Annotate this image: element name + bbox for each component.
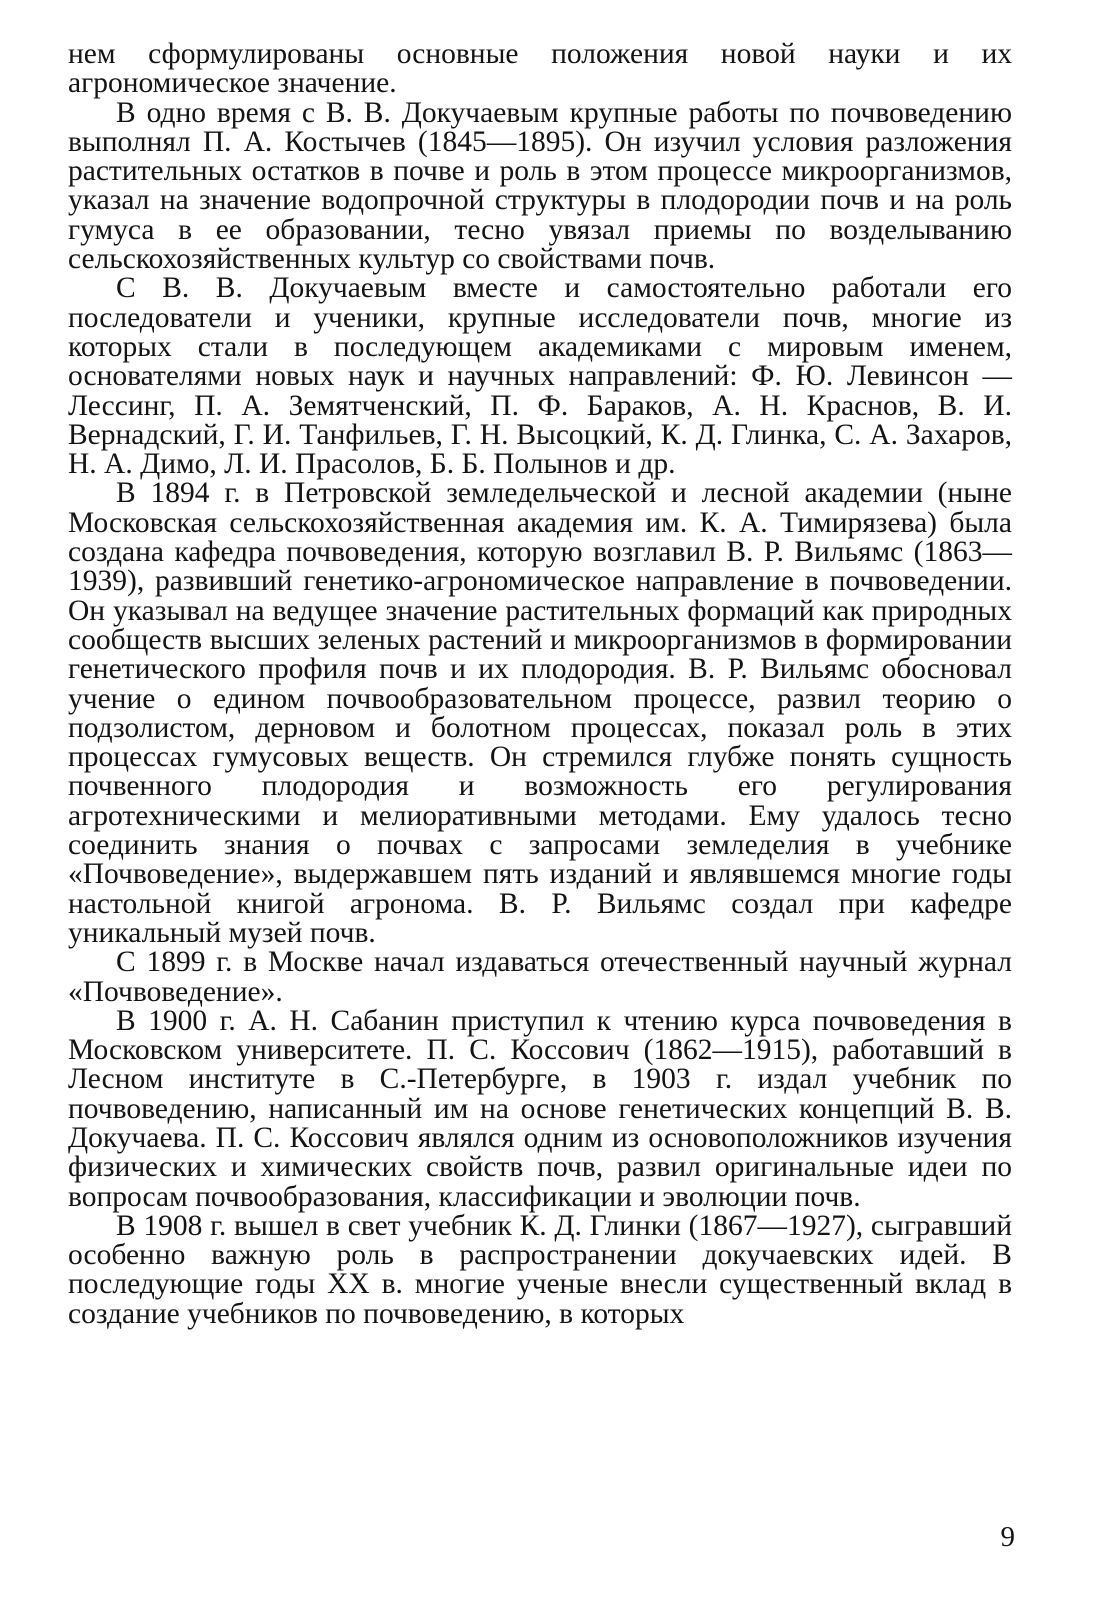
page-text (68, 40, 1012, 1329)
paragraph-3: С В. В. Докучаевым вместе и самостоятельно работали его последователи и ученики, крупные исследователи почв, многие из которых стали в последующем академиками с мировым именем, основателями новых наук и научных направлений: Ф. Ю. Левинсон — Лессинг, П. А. Земятченский, П. Ф. Бараков, А. Н. Краснов, В. И. Вернадский, Г. И. Танфильев, Г. Н. Высоцкий, К. Д. Глинка, С. А. Захаров, Н. А. Димо, Л. И. Прасолов, Б. Б. Полынов и др. (68, 272, 1012, 481)
paragraph-2: В одно время с В. В. Докучаевым крупные работы по почвоведению выполнял П. А. Костычев (1845—1895). Он изучил условия разложения растительных остатков в почве и роль в этом процессе микроорганизмов, указал на значение водопрочной структуры в плодородии почв и на роль гумуса в ее образовании, тесно увязал приемы по возделыванию сельскохозяйственных культур со свойствами почв. (68, 96, 1012, 276)
paragraph-4: В 1894 г. в Петровской земледельческой и лесной академии (ныне Московская сельскохозяйственная академия им. К. А. Тимирязева) была создана кафедра почвоведения, которую возглавил В. Р. Вильямс (1863—1939), развивший генетико-агрономическое направление в почвоведении. Он указывал на ведущее значение растительных формаций как природных сообществ высших зеленых растений и микроорганизмов в формировании генетического профиля почв и их плодородия. В. Р. Вильямс обосновал учение о едином почвообразовательном процессе, развил теорию о подзолистом, дерновом и болотном процессах, показал роль в этих процессах гумусовых веществ. Он стремился глубже понять сущность почвенного плодородия и возможность его регулирования агротехническими и мелиоративными методами. Ему удалось тесно соединить знания о почвах с запросами земледелия в учебнике «Почвоведение», выдержавшем пять изданий и являвшемся многие годы настольной книгой агронома. В. Р. Вильямс создал при кафедре уникальный музей почв. (68, 477, 1012, 949)
paragraph-5: С 1899 г. в Москве начал издаваться отечественный научный журнал «Почвоведение». (68, 946, 1012, 1008)
paragraph-7: В 1908 г. вышел в свет учебник К. Д. Глинки (1867—1927), сыгравший особенно важную роль в распространении докучаевских идей. В последующие годы XX в. многие ученые внесли существенный вклад в создание учебников по почвоведению, в которых (68, 1209, 1012, 1330)
paragraph-1: нем сформулированы основные положения новой науки и их агрономическое значение. (68, 38, 1012, 100)
page-number: 9 (1000, 1521, 1015, 1553)
paragraph-6: В 1900 г. А. Н. Сабанин приступил к чтению курса почвоведения в Московском университете. П. С. Коссович (1862—1915), работавший в Лесном институте в С.-Петербурге, в 1903 г. издал учебник по почвоведению, написанный им на основе генетических концепций В. В. Докучаева. П. С. Коссович являлся одним из основоположников изучения физических и химических свойств почв, развил оригинальные идеи по вопросам почвообразования, классификации и эволюции почв. (68, 1004, 1012, 1213)
